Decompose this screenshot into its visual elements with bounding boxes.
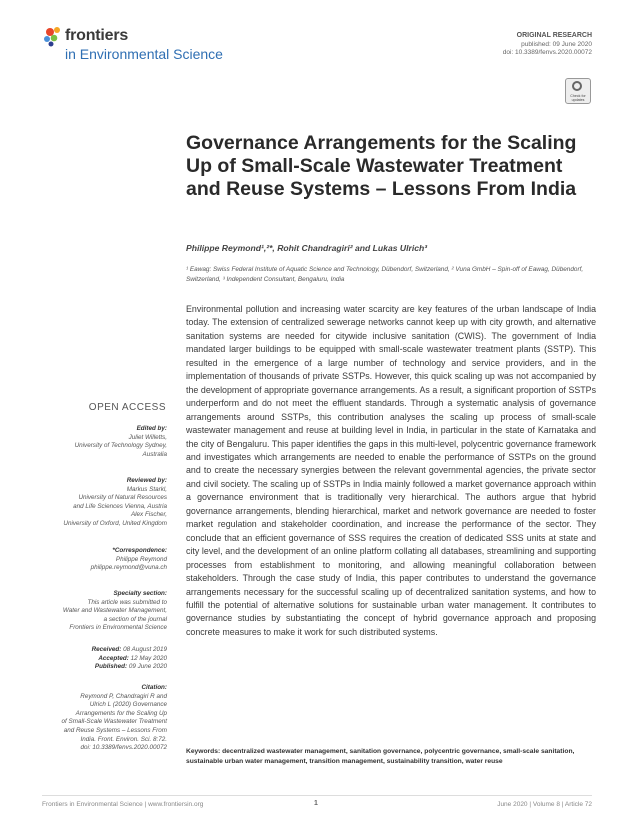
correspondence-name: Philippe Reymond [115,555,167,563]
edited-by-block [20,425,167,459]
correspondence-label: *Correspondence: [112,547,167,554]
keywords [186,747,596,767]
reviewed-by-block [20,477,167,529]
article-title: Governance Arrangements for the Scaling Up of Small-Scale Wastewater Treatment and Reuse Systems – Lessons From India [186,132,577,200]
published-date: published: 09 June 2020 [521,40,592,48]
reviewed-by-label: Reviewed by: [126,477,167,484]
citation-label: Citation: [141,684,167,691]
received-date: 08 August 2019 [123,646,167,653]
editor-line: Juliet Willetts, [128,433,167,441]
editor-line: University of Technology Sydney, [74,442,167,450]
frontiers-logo-icon [43,26,65,48]
keywords-label: Keywords: [186,748,221,755]
article-type: ORIGINAL RESEARCH [516,32,592,39]
article-meta [503,32,592,58]
citation-block [20,684,167,753]
citation-line: Arrangements for the Scaling Up [75,709,167,717]
editor-line: Australia [142,450,167,458]
keywords-text: decentralized wastewater management, sanitation governance, polycentric governance, small-scale sanitation, sustainable urban water management, transition management, sustainability transition, water reuse [186,748,575,765]
update-check-icon [572,81,582,91]
published-label: Published: [94,663,128,671]
accepted-date: 12 May 2020 [130,654,167,662]
footer-issue-info: June 2020 | Volume 8 | Article 72 [497,801,592,808]
accepted-label: Accepted: [98,654,129,662]
footer-divider [42,795,592,796]
specialty-line: Frontiers in Environmental Science [69,624,167,632]
journal-logo[interactable] [43,26,223,62]
correspondence-block [20,547,167,573]
citation-line: India. Front. Environ. Sci. 8:72. [80,735,167,743]
page-number: 1 [314,800,318,807]
citation-line: and Reuse Systems – Lessons From [63,726,167,734]
check-for-updates-badge[interactable] [565,78,591,104]
citation-line: Ulrich L (2020) Governance [89,701,167,709]
reviewer-line: Markus Starkl, [126,485,167,493]
received-label: Received: [91,646,122,653]
badge-line-2: updates [571,98,585,102]
specialty-label: Specialty section: [113,590,167,597]
article-doi[interactable]: doi: 10.3389/fenvs.2020.00072 [502,49,592,57]
badge-line-1: Check for [570,94,586,98]
specialty-section-block [20,590,167,633]
citation-line: doi: 10.3389/fenvs.2020.00072 [80,744,167,752]
badge-text [566,94,590,102]
abstract: Environmental pollution and increasing water scarcity are key features of the urban landscape of India today. The extension of centralized sewerage networks cannot keep up with city growth, and alternative sanitation systems are needed for citywide inclusive sanitation (CWIS). The government of India mandated larger buildings to be equipped with small-scale wastewater treatment plants (SSTP). This resulted in the emergence of a large number of technology and service providers, and in the implementation of thousands of private SSTPs. However, this quick scaling up was not accompanied by the development of appropriate governance arrangements. As a result, a significant proportion of SSTPs underperform and do not meet the effluent standards. Through a systematic analysis of governance arrangements around SSTPs, this contribution analyses the scaling up process of small-scale wastewater management and reuse at building level in India, in particular in the state of Karnataka and the city of Bengaluru. This paper identifies the gaps in this multi-level, polycentric governance framework and investigates which arrangements are needed to enable the performance of SSTPs on the ground and to create the necessary synergies between the relevant governmental agencies, the private sector and civil society. The scaling up of SSTPs in India mainly followed a market governance approach within a governance environment that is traditionally very hierarchical. The authors argue that hybrid governance arrangements, blending hierarchical, market and network governance are needed to foster market regulation and stakeholder coordination, and increase the performance of the sector. They conclude that an efficient governance of SSS requires the creation of dedicated SSS units at state and city level, and the development of an online platform collating all databases, streamlining and supporting processes from establishment to monitoring, and allowing meaningful collaboration between stakeholders. Through the case study of India, this paper contributes to understand the governance arrangements necessary for the successful scaling up of decentralized sanitation systems, and how to fulfill the potential of alternative solutions for sustainable urban water management. It contributes to governance studies by substantiating the concept of hybrid governance approach and proposing concrete measures to make it work for such distributed systems. [186,304,596,637]
footer-journal-site[interactable]: Frontiers in Environmental Science | www.frontiersin.org [42,801,204,808]
journal-name: in Environmental Science [65,46,223,62]
reviewer-line: and Life Sciences Vienna, Austria [73,502,167,510]
correspondence-email[interactable]: philippe.reymond@vuna.ch [90,564,167,572]
reviewer-line: Alex Fischer, [130,511,167,519]
reviewer-line: University of Natural Resources [78,494,167,502]
edited-by-label: Edited by: [136,425,167,432]
citation-line: Reymond P, Chandragiri R and [80,692,167,700]
specialty-line: Water and Wastewater Management, [62,607,167,615]
specialty-line: This article was submitted to [87,598,167,606]
specialty-line: a section of the journal [103,615,167,623]
citation-line: of Small-Scale Wastewater Treatment [61,718,167,726]
published-date-side: 09 June 2020 [128,663,167,671]
affiliations: ¹ Eawag: Swiss Federal Institute of Aquatic Science and Technology, Dübendorf, Switzerland, ² Vuna GmbH – Spin-off of Eawag, Dübendorf, Switzerland, ³ Independent Consultant, Bengaluru, India [186,266,584,283]
dates-block [20,646,167,672]
open-access-label: OPEN ACCESS [88,402,166,413]
journal-brand: frontiers [65,27,129,44]
reviewer-line: University of Oxford, United Kingdom [63,519,167,527]
author-list: Philippe Reymond¹,²*, Rohit Chandragiri² and Lukas Ulrich³ [186,243,428,253]
